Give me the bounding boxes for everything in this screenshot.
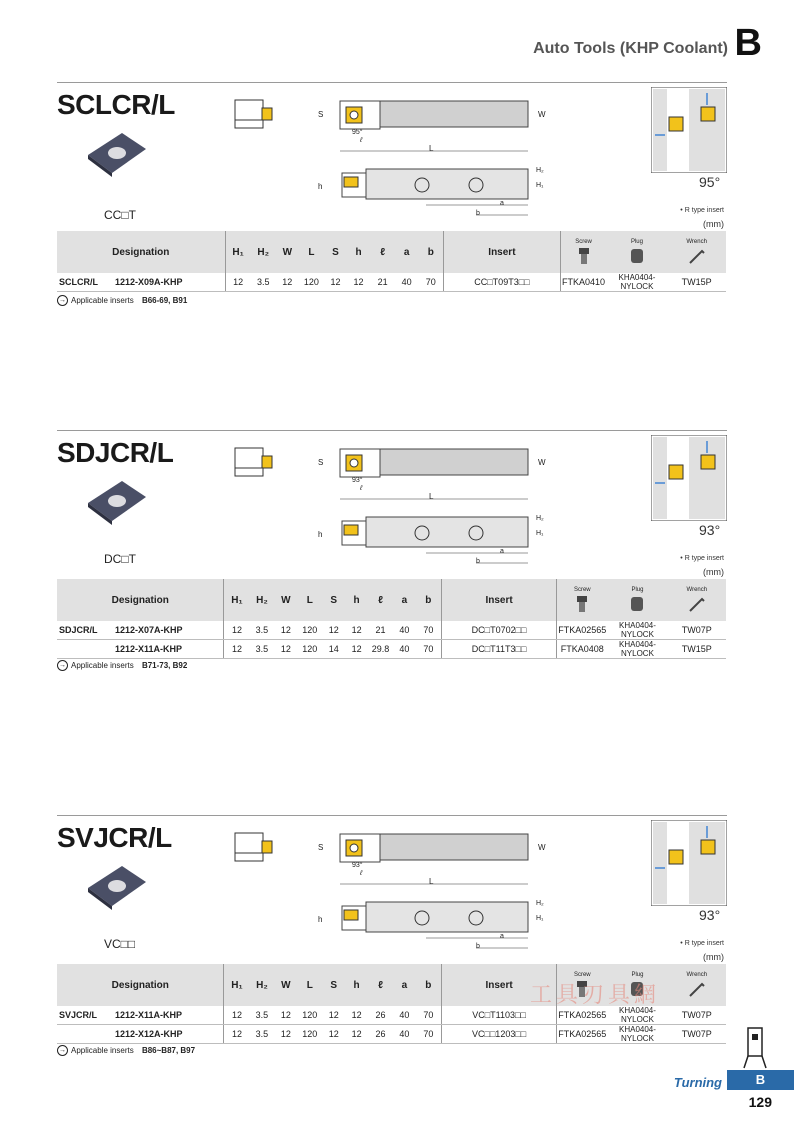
dimension-value: 14 [322, 640, 345, 659]
dimension-value: 12 [224, 1006, 249, 1025]
insert-image [86, 127, 148, 177]
insert-value: VC□T1103□□ [441, 1006, 556, 1025]
holder-orientation-icon [234, 98, 274, 132]
column-header: H₂ [249, 579, 274, 621]
dimension-value: 120 [297, 1025, 322, 1044]
dim-W: W [538, 110, 546, 119]
wrench-icon [688, 247, 706, 265]
approach-angle: 95° [699, 174, 721, 190]
header-section-letter: B [734, 22, 762, 64]
dimension-value: 12 [225, 273, 251, 292]
plug-icon [629, 247, 645, 265]
wrench-header [668, 964, 726, 1006]
column-header: h [345, 579, 368, 621]
unit-label: (mm) [703, 567, 724, 577]
column-header: h [345, 964, 368, 1006]
applicable-label: Applicable inserts [71, 1046, 134, 1055]
series-name: SVJCR/L [59, 1010, 98, 1020]
dimension-value: 40 [393, 1006, 416, 1025]
plug-header [607, 231, 668, 273]
column-header: L [297, 964, 322, 1006]
column-header: H₂ [249, 964, 274, 1006]
section-title: SDJCR/L [57, 437, 174, 468]
dimension-value: 70 [418, 273, 444, 292]
arrow-circle-icon: → [59, 662, 66, 669]
insert-value: DC□T0702□□ [441, 621, 556, 640]
applicable-label: Applicable inserts [71, 296, 134, 305]
applicable-inserts [57, 1045, 195, 1056]
wrench-label: Wrench [686, 587, 708, 593]
table-header-row [57, 579, 726, 621]
dimension-value: 29.8 [368, 640, 393, 659]
item-code: 1212-X12A-KHP [115, 1029, 183, 1039]
screw-header [560, 231, 607, 273]
dim-H2: H₂ [536, 515, 544, 522]
screw-value: FTKA02565 [557, 1025, 607, 1044]
header-title: Auto Tools (KHP Coolant) [533, 40, 728, 57]
column-header: S [322, 579, 345, 621]
dim-a: a [500, 548, 504, 555]
workpiece-view [651, 820, 727, 906]
column-header: H₁ [225, 231, 251, 273]
column-header: b [416, 579, 441, 621]
wrench-label: Wrench [686, 239, 707, 245]
column-header: H₂ [251, 231, 276, 273]
screw-icon [577, 247, 591, 265]
dim-H1: H₁ [536, 530, 544, 537]
column-header: Insert [444, 231, 560, 273]
column-header: W [276, 231, 299, 273]
dim-angle: 95° [352, 129, 363, 136]
plug-label: Plug [631, 587, 644, 593]
dimension-value: 3.5 [249, 621, 274, 640]
table-row [57, 621, 726, 640]
column-header: S [322, 964, 345, 1006]
dimension-value: 120 [297, 1006, 322, 1025]
workpiece-view [651, 87, 727, 173]
item-code: 1212-X09A-KHP [115, 277, 183, 287]
wrench-value: TW07P [668, 1025, 726, 1044]
dim-a: a [500, 933, 504, 940]
turning-tool-icon [742, 1026, 770, 1070]
section-divider [57, 430, 727, 431]
wrench-value: TW15P [667, 273, 726, 292]
spec-table [57, 231, 726, 292]
table-row [57, 640, 726, 659]
rtype-note: • R type insert [680, 555, 724, 562]
dimension-value: 12 [274, 1025, 297, 1044]
dimension-value: 26 [368, 1006, 393, 1025]
item-code: 1212-X07A-KHP [115, 625, 183, 635]
footer-section-label: Turning [673, 1075, 722, 1090]
column-header: a [393, 964, 416, 1006]
section-divider [57, 82, 727, 83]
column-header: a [395, 231, 418, 273]
applicable-label: Applicable inserts [71, 661, 134, 670]
watermark: 工具刃具網 [530, 982, 661, 1007]
insert-code-label: VC□□ [104, 937, 136, 951]
dimension-value: 120 [297, 621, 322, 640]
dim-S: S [318, 458, 324, 467]
dimension-value: 40 [393, 640, 416, 659]
dimension-value: 70 [416, 1025, 441, 1044]
approach-angle: 93° [699, 522, 721, 538]
plug-icon [629, 595, 645, 613]
dim-angle: 93° [352, 477, 363, 484]
dimension-value: 12 [347, 273, 370, 292]
dim-b: b [476, 210, 480, 217]
dimension-value: 26 [368, 1025, 393, 1044]
plug-value: KHA0404-NYLOCK [607, 273, 668, 292]
arrow-circle-icon: → [59, 1047, 66, 1054]
dimension-value: 21 [370, 273, 395, 292]
dimension-value: 3.5 [249, 640, 274, 659]
dim-h: h [318, 530, 323, 539]
column-header: b [418, 231, 444, 273]
page-number: 129 [748, 1094, 772, 1110]
column-header: Designation [57, 964, 224, 1006]
column-header: Insert [441, 579, 556, 621]
plug-header [607, 579, 667, 621]
dimension-value: 70 [416, 621, 441, 640]
screw-value: FTKA02565 [557, 621, 607, 640]
section-title: SCLCR/L [57, 89, 175, 120]
series-name: SCLCR/L [59, 277, 98, 287]
dimension-value: 12 [322, 1025, 345, 1044]
dimension-value: 12 [345, 621, 368, 640]
screw-value: FTKA0410 [560, 273, 607, 292]
column-header: W [274, 579, 297, 621]
table-row [57, 1025, 726, 1044]
column-header: Insert [441, 964, 556, 1006]
dimension-value: 3.5 [249, 1025, 274, 1044]
dimension-value: 3.5 [249, 1006, 274, 1025]
column-header: Designation [57, 231, 225, 273]
wrench-label: Wrench [686, 972, 708, 978]
screw-value: FTKA0408 [557, 640, 607, 659]
insert-value: VC□□1203□□ [441, 1025, 556, 1044]
dim-L: L [429, 492, 434, 501]
dim-H1: H₁ [536, 915, 544, 922]
dim-angle: 93° [352, 862, 363, 869]
dimension-value: 12 [345, 1006, 368, 1025]
wrench-value: TW07P [668, 621, 726, 640]
dimension-value: 3.5 [251, 273, 276, 292]
dimension-value: 70 [416, 640, 441, 659]
plug-value: KHA0404-NYLOCK [607, 1006, 667, 1025]
unit-label: (mm) [703, 952, 724, 962]
insert-image [86, 860, 148, 910]
dim-h: h [318, 915, 323, 924]
dim-H1: H₁ [536, 182, 544, 189]
plug-value: KHA0404-NYLOCK [607, 640, 667, 659]
dimension-value: 12 [274, 621, 297, 640]
dim-H2: H₂ [536, 900, 544, 907]
series-name: SDJCR/L [59, 625, 98, 635]
dimension-value: 120 [297, 640, 322, 659]
dimension-value: 12 [276, 273, 299, 292]
dimension-value: 12 [345, 640, 368, 659]
insert-value: CC□T09T3□□ [444, 273, 560, 292]
holder-orientation-icon [234, 831, 274, 865]
dimension-value: 12 [322, 1006, 345, 1025]
column-header: W [274, 964, 297, 1006]
dim-b: b [476, 943, 480, 950]
column-header: Designation [57, 579, 224, 621]
holder-orientation-icon [234, 446, 274, 480]
unit-label: (mm) [703, 219, 724, 229]
dimension-value: 40 [393, 621, 416, 640]
screw-value: FTKA02565 [557, 1006, 607, 1025]
dim-L: L [429, 144, 434, 153]
dimension-value: 40 [395, 273, 418, 292]
column-header: H₁ [224, 579, 249, 621]
dimension-value: 12 [274, 1006, 297, 1025]
dimension-value: 12 [224, 640, 249, 659]
plug-label: Plug [631, 972, 644, 978]
wrench-icon [688, 980, 706, 998]
column-header: L [297, 579, 322, 621]
column-header: h [347, 231, 370, 273]
plug-label: Plug [630, 239, 643, 245]
holder-drawing [316, 97, 556, 237]
applicable-inserts [57, 660, 187, 671]
dim-l: ℓ [360, 485, 363, 492]
dim-l: ℓ [360, 137, 363, 144]
applicable-pages: B86~B87, B97 [141, 1046, 196, 1055]
dim-a: a [500, 200, 504, 207]
dimension-value: 12 [345, 1025, 368, 1044]
column-header: ℓ [370, 231, 395, 273]
holder-drawing [316, 830, 556, 970]
wrench-value: TW15P [668, 640, 726, 659]
screw-header [557, 579, 607, 621]
column-header: H₁ [224, 964, 249, 1006]
rtype-note: • R type insert [680, 940, 724, 947]
workpiece-view [651, 435, 727, 521]
plug-value: KHA0404-NYLOCK [607, 1025, 667, 1044]
dim-W: W [538, 458, 546, 467]
dimension-value: 120 [299, 273, 324, 292]
dim-h: h [318, 182, 323, 191]
section-title: SVJCR/L [57, 822, 172, 853]
applicable-inserts [57, 295, 187, 306]
dimension-value: 21 [368, 621, 393, 640]
dim-S: S [318, 110, 324, 119]
dimension-value: 12 [324, 273, 347, 292]
arrow-circle-icon: → [59, 297, 66, 304]
dimension-value: 70 [416, 1006, 441, 1025]
screw-label: Screw [573, 587, 591, 593]
plug-value: KHA0404-NYLOCK [607, 621, 667, 640]
dim-L: L [429, 877, 434, 886]
dimension-value: 12 [322, 621, 345, 640]
insert-value: DC□T11T3□□ [441, 640, 556, 659]
dim-S: S [318, 843, 324, 852]
column-header: ℓ [368, 579, 393, 621]
dim-l: ℓ [360, 870, 363, 877]
dimension-value: 12 [274, 640, 297, 659]
screw-icon [575, 595, 589, 613]
dim-W: W [538, 843, 546, 852]
screw-label: Screw [573, 972, 591, 978]
column-header: b [416, 964, 441, 1006]
item-code: 1212-X11A-KHP [115, 1010, 183, 1020]
section-divider [57, 815, 727, 816]
insert-image [86, 475, 148, 525]
wrench-value: TW07P [668, 1006, 726, 1025]
wrench-header [668, 579, 726, 621]
column-header: S [324, 231, 347, 273]
column-header: a [393, 579, 416, 621]
column-header: ℓ [368, 964, 393, 1006]
table-row [57, 273, 726, 292]
screw-label: Screw [575, 239, 592, 245]
applicable-pages: B71-73, B92 [141, 661, 188, 670]
dim-H2: H₂ [536, 167, 544, 174]
dimension-value: 12 [224, 1025, 249, 1044]
insert-code-label: CC□T [104, 208, 136, 222]
applicable-pages: B66-69, B91 [141, 296, 188, 305]
rtype-note: • R type insert [680, 207, 724, 214]
dimension-value: 40 [393, 1025, 416, 1044]
item-code: 1212-X11A-KHP [115, 644, 183, 654]
insert-code-label: DC□T [104, 552, 136, 566]
wrench-icon [688, 595, 706, 613]
approach-angle: 93° [699, 907, 721, 923]
table-header-row [57, 231, 726, 273]
spec-table [57, 579, 726, 659]
dimension-value: 12 [224, 621, 249, 640]
footer-section-letter: B [727, 1070, 794, 1090]
wrench-header [667, 231, 726, 273]
column-header: L [299, 231, 324, 273]
holder-drawing [316, 445, 556, 585]
dim-b: b [476, 558, 480, 565]
